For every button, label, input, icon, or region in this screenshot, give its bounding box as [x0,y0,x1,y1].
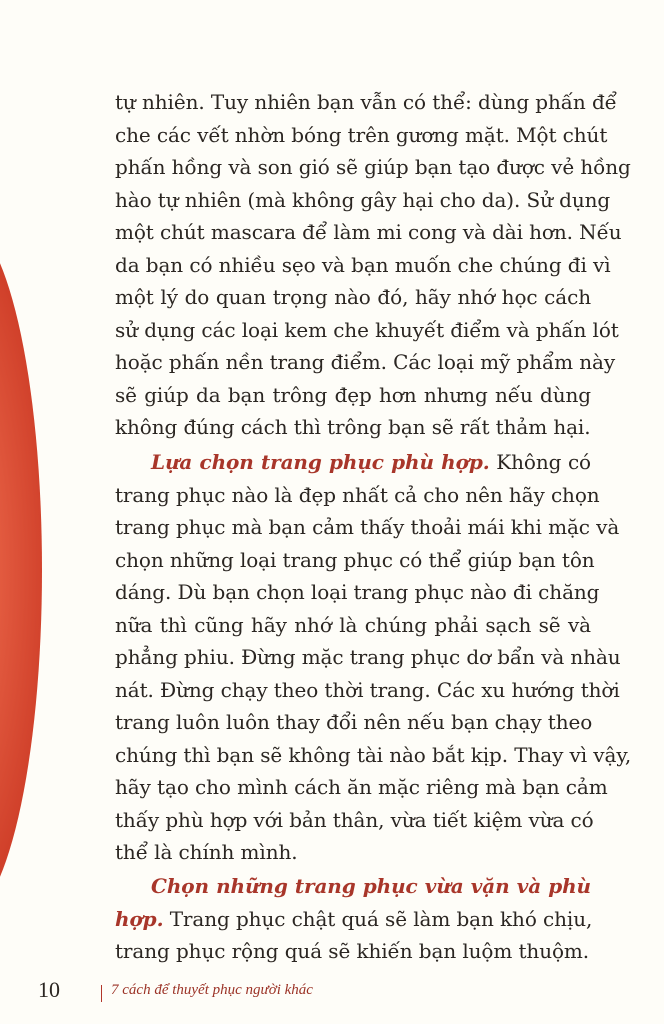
page-footer [0,975,664,1015]
text-line: sử dụng các loại kem che khuyết điểm và phấn lót [115,317,619,342]
footer-divider [101,985,102,1002]
text-line: thể là chính mình. [115,840,298,864]
text-line: hoặc phấn nền trang điểm. Các loại mỹ phẩm này [115,350,616,374]
text-line: một chút mascara để làm mi cong và dài hơn. Nếu [115,220,622,244]
text-line: thấy phù hợp với bản thân, vừa tiết kiệm vừa có [115,807,594,832]
text-line: chúng thì bạn sẽ không tài nào bắt kịp. Thay vì vậy, [115,742,632,767]
text-line: dáng. Dù bạn chọn loại trang phục nào đi chăng [115,580,600,604]
text-line: nát. Đừng chạy theo thời trang. Các xu hướng thời [115,677,620,702]
text-line: sẽ giúp da bạn trông đẹp hơn nhưng nếu dùng [115,382,591,407]
text-line: tự nhiên. Tuy nhiên bạn vẫn có thể: dùng phấn để [115,90,617,114]
section-heading-clothing: Lựa chọn trang phục phù hợp. [151,450,490,474]
text-line: trang phục rộng quá sẽ khiến bạn luộm thuộm. [115,939,590,963]
text-line: hãy tạo cho mình cách ăn mặc riêng mà bạn cảm [115,775,608,799]
text-line: trang phục mà bạn cảm thấy thoải mái khi mặc và [115,515,620,539]
text-run: Không có [489,450,592,474]
decorative-red-arc [0,220,42,920]
paragraph-fitting [115,870,591,968]
text-run: Trang phục chật quá sẽ làm bạn khó chịu, [163,906,593,931]
paragraph-first-line [115,446,591,479]
text-line: chọn những loại trang phục có thể giúp bạn tôn [115,547,595,572]
text-line: phấn hồng và son gió sẽ giúp bạn tạo được vẻ hồng [115,155,631,179]
paragraph-first-line [115,903,591,936]
text-line: che các vết nhờn bóng trên gương mặt. Một chút [115,122,608,147]
text-line: không đúng cách thì trông bạn sẽ rất thảm hại. [115,415,591,439]
text-line: phẳng phiu. Đừng mặc trang phục dơ bẩn và nhàu [115,645,621,669]
paragraph-clothing [115,446,632,869]
text-line: trang luôn luôn thay đổi nên nếu bạn chạy theo [115,710,593,734]
paragraph-makeup [115,86,631,444]
running-title: 7 cách để thuyết phục người khác [111,982,313,998]
text-line: nữa thì cũng hãy nhớ là chúng phải sạch sẽ và [115,612,591,637]
section-heading-fitting-end: hợp. [115,906,164,931]
text-line: hào tự nhiên (mà không gây hại cho da). Sử dụng [115,187,611,212]
section-heading-fitting: Chọn những trang phục vừa vặn và phù [151,874,591,898]
section-heading-fitting-line [115,870,591,903]
text-line: da bạn có nhiều sẹo và bạn muốn che chúng đi vì [115,252,611,277]
page-number: 10 [38,977,60,1002]
text-line: một lý do quan trọng nào đó, hãy nhớ học cách [115,285,591,309]
text-line: trang phục nào là đẹp nhất cả cho nên hãy chọn [115,482,600,507]
